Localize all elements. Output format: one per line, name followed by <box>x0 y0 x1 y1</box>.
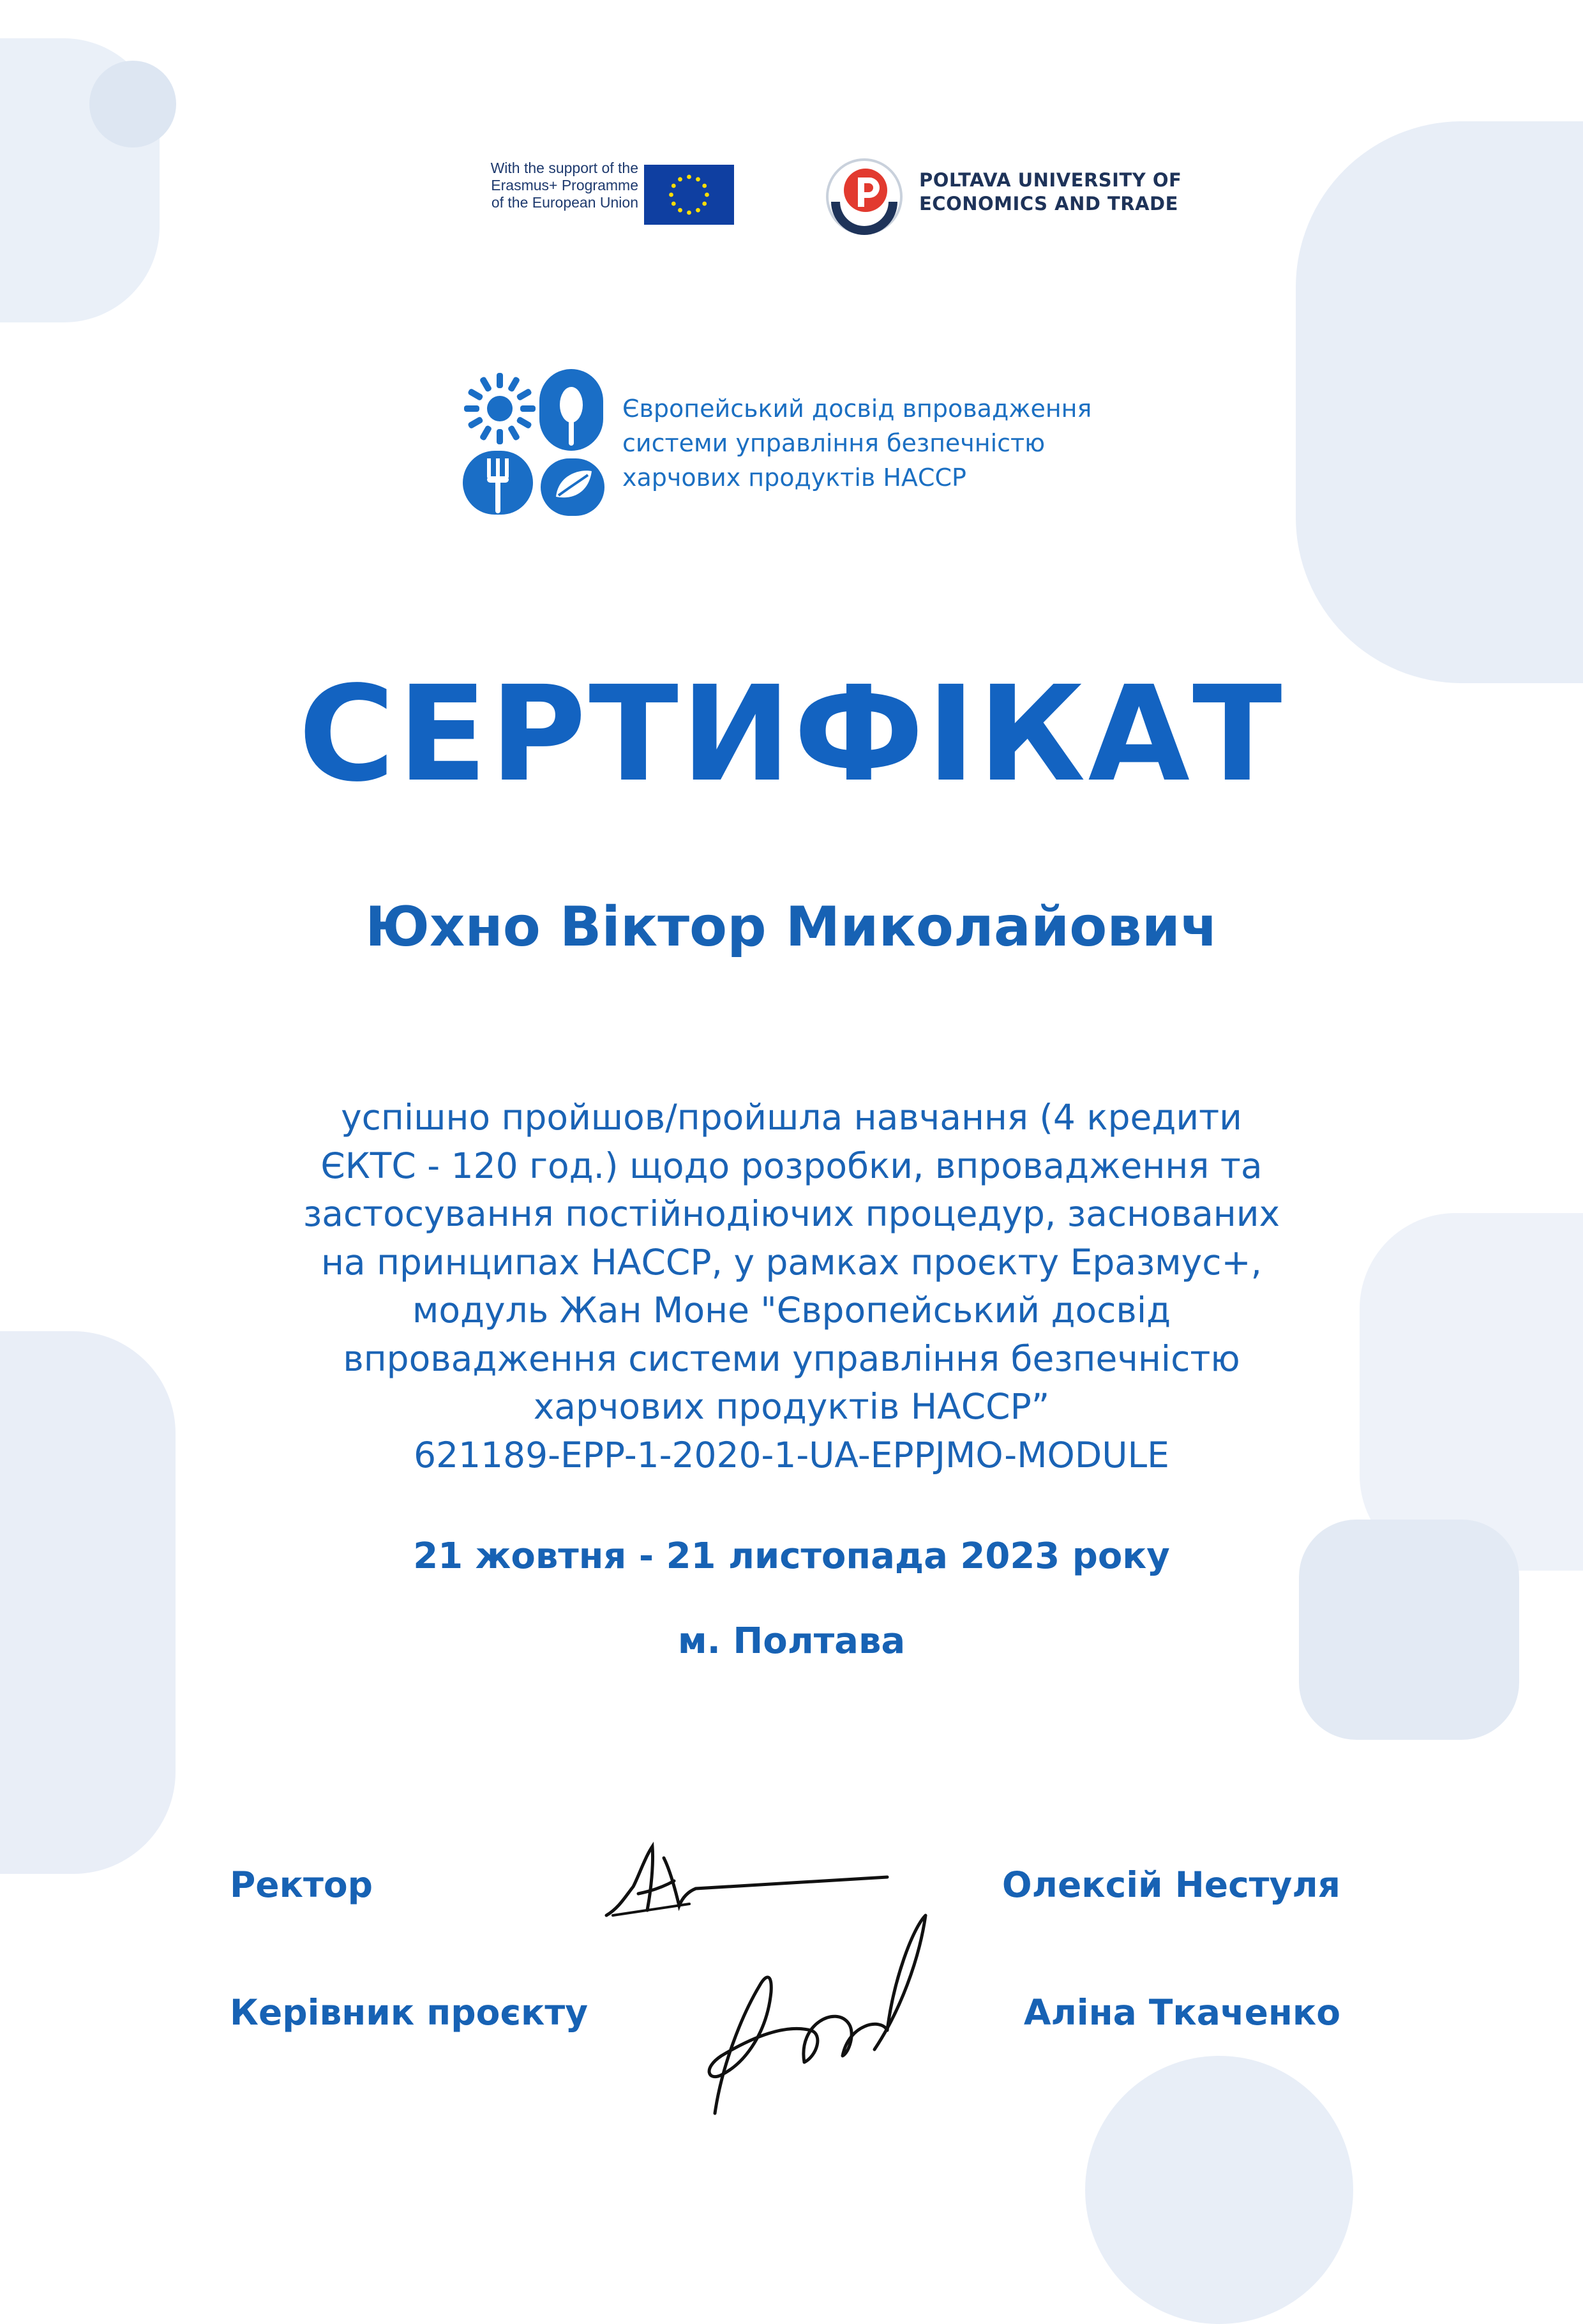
university-name-line: ECONOMICS AND TRADE <box>919 193 1178 215</box>
decor-circle-top-left <box>89 61 176 147</box>
signatory-role-project-lead: Керівник проєкту <box>230 1992 589 2033</box>
description-line: застосування постійнодіючих процедур, заснованих <box>303 1193 1280 1234</box>
description-line: впровадження системи управління безпечністю <box>343 1338 1240 1379</box>
description-line: модуль Жан Моне "Європейський досвід <box>412 1290 1171 1331</box>
erasmus-line: Erasmus+ Programme <box>491 177 638 193</box>
recipient-name: Юхно Віктор Миколайович <box>364 895 1219 959</box>
signatory-role-rector: Ректор <box>230 1864 373 1905</box>
erasmus-support-text <box>447 160 638 211</box>
decor-circle-bottom-right <box>1085 2056 1353 2324</box>
erasmus-line: of the European Union <box>491 194 638 211</box>
signatory-name-project-lead: Аліна Ткаченко <box>1023 1992 1340 2033</box>
project-title-line: харчових продуктів НАССР <box>622 464 966 492</box>
description-line: 621189-EPP-1-2020-1-UA-EPPJMO-MODULE <box>414 1434 1169 1475</box>
university-name-line: POLTAVA UNIVERSITY OF <box>919 169 1182 191</box>
description-line: на принципах НАССР, у рамках проєкту Еразмус+, <box>320 1241 1263 1283</box>
haccp-project-logo-icon <box>456 369 610 516</box>
project-title <box>622 391 1197 495</box>
decor-shape-top-right <box>1296 121 1583 683</box>
description-line: харчових продуктів НАССР” <box>533 1386 1050 1427</box>
description-line: успішно пройшов/пройшла навчання (4 кредити <box>341 1097 1242 1138</box>
certificate-title: СЕРТИФІКАТ <box>298 658 1285 811</box>
erasmus-line: With the support of the <box>490 160 638 176</box>
signatory-name-rector: Олексій Нестуля <box>1002 1864 1340 1905</box>
city: м. Полтава <box>677 1620 906 1662</box>
course-dates: 21 жовтня - 21 листопада 2023 року <box>413 1535 1170 1577</box>
eu-flag-icon <box>644 165 734 225</box>
decor-shape-left <box>0 1331 176 1874</box>
certificate-description <box>153 1094 1430 1479</box>
project-title-line: системи управління безпечністю <box>622 429 1046 457</box>
description-line: ЄКТС - 120 год.) щодо розробки, впровадження та <box>320 1145 1263 1186</box>
project-title-line: Європейський досвід впровадження <box>622 395 1092 423</box>
project-lead-signature <box>696 1903 938 2120</box>
university-name <box>919 169 1187 216</box>
puet-logo-icon <box>825 157 904 236</box>
